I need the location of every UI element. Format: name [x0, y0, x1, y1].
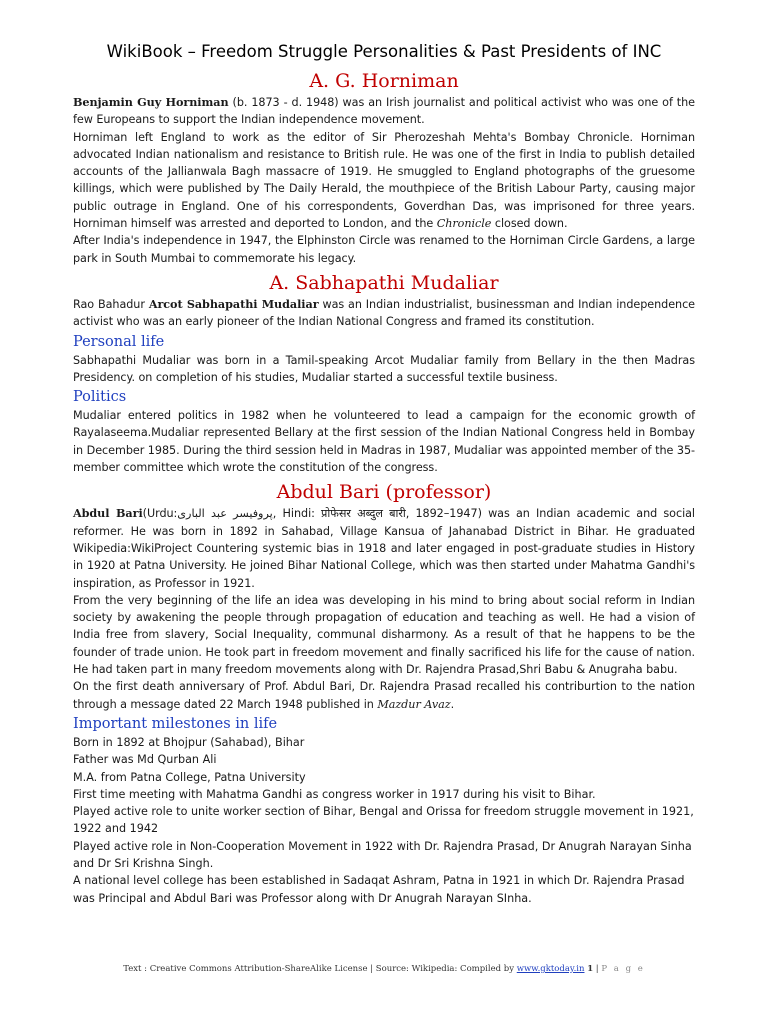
list-item: Father was Md Qurban Ali	[73, 753, 217, 767]
subheading-milestones: Important milestones in life	[73, 715, 278, 732]
list-item: M.A. from Patna College, Patna University	[73, 770, 306, 784]
paragraph: Benjamin Guy Horniman (b. 1873 - d. 1948) was an Irish journalist and political activist who was one of the few Europeans to support the Indian independence movement.	[73, 95, 695, 127]
paragraph: Mudaliar entered politics in 1982 when he volunteered to lead a campaign for the economic growth of Rayalaseema.Mudaliar represented Bellary at the first session of the Indian National Congress held in Bombay in December 1985. During the third session held in Madras in 1987, Mudaliar was appointed member of the 35-member committee which wrote the constitution of the congress.	[73, 409, 695, 475]
paragraph: On the first death anniversary of Prof. Abdul Bari, Dr. Rajendra Prasad recalled his contriburtion to the nation through a message dated 22 March 1948 published in Mazdur Avaz.	[73, 680, 695, 711]
list-item: Born in 1892 at Bhojpur (Sahabad), Bihar	[73, 735, 305, 749]
paragraph: Sabhapathi Mudaliar was born in a Tamil-speaking Arcot Mudaliar family from Bellary in the then Madras Presidency. on completion of his studies, Mudaliar started a successful textile business.	[73, 353, 695, 384]
newspaper-title: Chronicle	[436, 217, 492, 231]
person-name: Abdul Bari	[73, 506, 143, 521]
page-header: WikiBook – Freedom Struggle Personalities & Past Presidents of INC	[106, 42, 662, 61]
paragraph: Abdul Bari(Urdu:پروفیسر عبد الباری, Hindi: प्रोफेसर अब्दुल बारी, 1892–1947) was an Indian academic and social reformer. He was born in 1892 in Sahabad, Village Kansua of Jahanabad District in Bihar. He graduated Wikipedia:WikiProject Countering systemic bias in 1918 and later engaged in post-graduate studies in History in 1920 at Patna University. He joined Bihar National College, which was then started under Mahatma Gandhi's inspiration, as Professor in 1921.	[73, 506, 695, 590]
list-item: Played active role in Non-Cooperation Movement in 1922 with Dr. Rajendra Prasad, Dr Anugrah Narayan Sinha and Dr Sri Krishna Singh.	[73, 839, 692, 870]
page-number: 1	[587, 964, 594, 974]
list-item: First time meeting with Mahatma Gandhi as congress worker in 1917 during his visit to Bihar.	[73, 787, 596, 801]
list-item: Played active role to unite worker section of Bihar, Bengal and Orissa for freedom struggle movement in 1921, 1922 and 1942	[73, 805, 694, 836]
paragraph: Horniman left England to work as the editor of Sir Pherozeshah Mehta's Bombay Chronicle. Horniman advocated Indian nationalism and resistance to British rule. He was one of the first in India to publish detailed accounts of the Jallianwala Bagh massacre of 1919. He smuggled to England photographs of the gruesome killings, which were published by The Daily Herald, the mouthpiece of the British Labour Party, causing major public outrage in England. One of his correspondents, Goverdhan Das, was imprisoned for three years. Horniman himself was arrested and deported to London, and the Chronicle closed down.	[73, 130, 695, 231]
section-title-bari: Abdul Bari (professor)	[276, 481, 492, 504]
section-title-horniman: A. G. Horniman	[309, 70, 459, 92]
source-link[interactable]: www.gktoday.in	[516, 964, 585, 974]
subheading-personal-life: Personal life	[73, 333, 165, 350]
section-title-mudaliar: A. Sabhapathi Mudaliar	[269, 271, 499, 294]
page-footer: Text : Creative Commons Attribution-ShareAlike License | Source: Wikipedia: Compiled by www.gktoday.in 1 | P a g e	[123, 964, 645, 974]
paragraph: From the very beginning of the life an idea was developing in his mind to bring about social reform in Indian society by awakening the people through propagation of education and teaching as well. He had a vision of India free from slavery, Social Inequality, communal disharmony. As a result of that he happens to be the founder of trade union. He took part in freedom movement and finally sacrificed his life for the cause of nation. He had taken part in many freedom movements along with Dr. Rajendra Prasad,Shri Babu & Anugraha babu.	[73, 593, 695, 677]
newspaper-title: Mazdur Avaz	[377, 697, 451, 711]
subheading-politics: Politics	[73, 389, 127, 406]
paragraph: After India's independence in 1947, the Elphinston Circle was renamed to the Horniman Circle Gardens, a large park in South Mumbai to commemorate his legacy.	[73, 234, 695, 265]
paragraph: Rao Bahadur Arcot Sabhapathi Mudaliar was an Indian industrialist, businessman and Indian independence activist who was an early pioneer of the Indian National Congress and framed its constitution.	[73, 296, 695, 329]
list-item: A national level college has been established in Sadaqat Ashram, Patna in 1921 in which Dr. Rajendra Prasad was Principal and Abdul Bari was Professor along with Dr Anugrah Narayan SInha.	[73, 874, 685, 905]
milestones-list	[73, 734, 695, 907]
person-name: Arcot Sabhapathi Mudaliar	[148, 296, 319, 311]
person-name: Benjamin Guy Horniman	[73, 95, 229, 109]
content	[73, 68, 695, 907]
page-label: P a g e	[601, 964, 645, 974]
